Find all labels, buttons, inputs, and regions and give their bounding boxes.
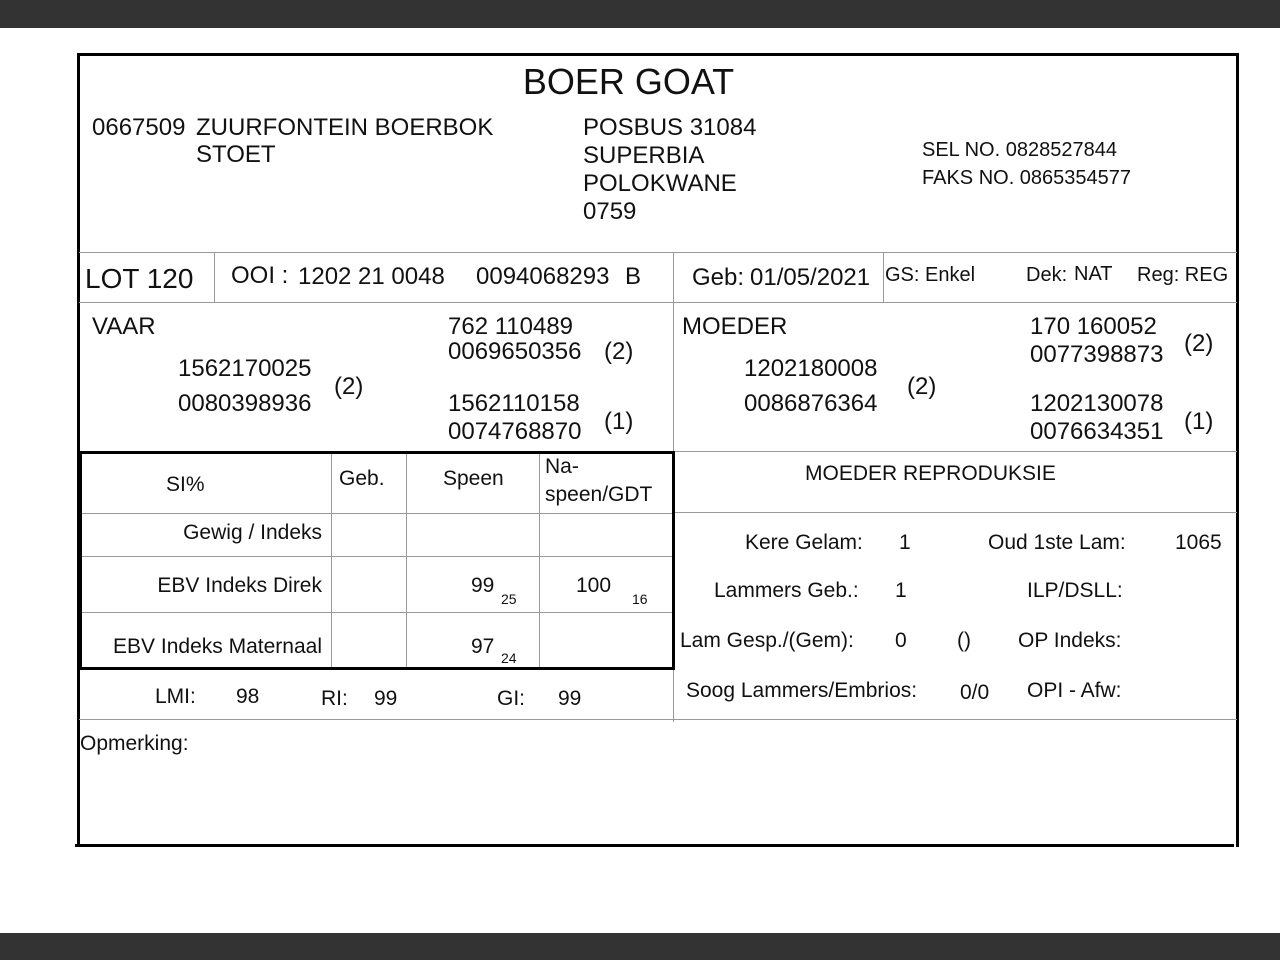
divider	[675, 512, 1237, 513]
row-ebv-direct-label: EBV Indeks Direk	[157, 574, 322, 597]
sire-label: VAAR	[92, 313, 156, 340]
address-line: POLOKWANE	[583, 170, 737, 197]
dam-sire-id-2: 0077398873	[1030, 341, 1164, 368]
perf-border-top	[79, 451, 675, 454]
divider	[79, 513, 674, 514]
gi-label: GI:	[497, 687, 526, 710]
sire-dam-count: (1)	[604, 408, 634, 435]
birth-label: Geb:	[692, 264, 745, 291]
kere-label: Kere Gelam:	[745, 531, 863, 554]
divider	[883, 252, 884, 302]
gesp-average: ()	[957, 629, 971, 652]
ebv-maternal-speen-accuracy: 24	[501, 650, 517, 666]
dam-id-2: 0086876364	[744, 390, 878, 417]
soog-label: Soog Lammers/Embrios:	[686, 679, 918, 702]
dam-label: MOEDER	[682, 313, 788, 340]
page-title: BOER GOAT	[522, 61, 735, 102]
sire-sire-count: (2)	[604, 338, 634, 365]
divider	[331, 453, 332, 669]
card-border-bottom	[75, 844, 1234, 847]
col-na-header: Na-	[545, 455, 579, 478]
ooi-label: OOI :	[231, 262, 289, 289]
row-weight-label: Gewig / Indeks	[183, 521, 322, 544]
soog-value: 0/0	[960, 681, 990, 704]
lmi-label: LMI:	[155, 685, 196, 708]
address-line: 0759	[583, 198, 637, 225]
sire-id: 1562170025	[178, 355, 312, 382]
dam-count: (2)	[907, 373, 937, 400]
row-ebv-maternal-label: EBV Indeks Maternaal	[113, 635, 322, 658]
sire-sire-id-2: 0069650356	[448, 338, 582, 365]
sire-count: (2)	[334, 373, 364, 400]
sire-dam-id-2: 0074768870	[448, 418, 582, 445]
kere-value: 1	[899, 531, 911, 554]
lammers-value: 1	[895, 579, 907, 602]
fax-number: FAKS NO. 0865354577	[922, 167, 1132, 189]
oud-value: 1065	[1175, 531, 1222, 554]
ilp-label: ILP/DSLL:	[1027, 579, 1123, 602]
lmi-value: 98	[236, 685, 260, 708]
dam-dam-count: (1)	[1184, 408, 1214, 435]
dek-value: NAT	[1074, 263, 1113, 285]
sire-sire-id: 762 110489	[448, 313, 574, 340]
sire-dam-id: 1562110158	[448, 390, 580, 417]
breeder-name: ZUURFONTEIN BOERBOK	[196, 114, 494, 141]
remarks-label: Opmerking:	[80, 732, 189, 755]
perf-border-bottom	[79, 667, 675, 670]
breeder-name-line2: STOET	[196, 141, 276, 168]
address-line: POSBUS 31084	[583, 114, 757, 141]
col-geb-header: Geb.	[339, 467, 385, 490]
reg-value: Reg: REG	[1137, 264, 1229, 286]
divider	[406, 453, 407, 669]
opi-label: OPI - Afw:	[1027, 679, 1122, 702]
col-speen-header: Speen	[443, 467, 504, 490]
gesp-label: Lam Gesp./(Gem):	[680, 629, 854, 652]
ebv-direct-speen: 99	[471, 574, 495, 597]
bottom-bar	[0, 933, 1280, 960]
perf-border-right	[672, 451, 675, 670]
card-border-left	[77, 53, 80, 847]
cell-number: SEL NO. 0828527844	[922, 139, 1117, 161]
animal-id-suffix: B	[625, 263, 642, 290]
op-label: OP Indeks:	[1018, 629, 1122, 652]
sire-id-2: 0080398936	[178, 390, 312, 417]
divider	[675, 451, 1237, 452]
dam-dam-id: 1202130078	[1030, 390, 1164, 417]
divider	[79, 252, 1237, 253]
divider	[79, 719, 1237, 720]
birth-date: 01/05/2021	[750, 264, 871, 291]
oud-label: Oud 1ste Lam:	[988, 531, 1126, 554]
dam-sire-id: 170 160052	[1030, 313, 1157, 340]
lammers-label: Lammers Geb.:	[714, 579, 859, 602]
reproduction-heading: MOEDER REPRODUKSIE	[805, 462, 1056, 485]
dam-id: 1202180008	[744, 355, 878, 382]
top-bar	[0, 0, 1280, 28]
ebv-direct-na-accuracy: 16	[632, 591, 648, 607]
card-border-right	[1236, 53, 1239, 847]
animal-id: 0094068293	[476, 263, 610, 290]
divider	[79, 612, 674, 613]
divider	[539, 453, 540, 669]
gs-value: GS: Enkel	[885, 264, 976, 286]
divider	[79, 556, 674, 557]
dam-sire-count: (2)	[1184, 330, 1214, 357]
breeder-number: 0667509	[92, 114, 186, 141]
ebv-direct-speen-accuracy: 25	[501, 591, 517, 607]
gesp-value: 0	[895, 629, 907, 652]
dam-dam-id-2: 0076634351	[1030, 418, 1164, 445]
lot-number: LOT 120	[85, 263, 194, 294]
ooi-code: 1202 21 0048	[298, 263, 445, 290]
dek-label: Dek:	[1026, 264, 1068, 286]
ebv-direct-na: 100	[576, 574, 612, 597]
card-border-top	[77, 53, 1239, 56]
col-na-header-2: speen/GDT	[545, 483, 653, 506]
address-line: SUPERBIA	[583, 142, 705, 169]
gi-value: 99	[558, 687, 582, 710]
divider	[79, 302, 1237, 303]
si-header: SI%	[166, 473, 205, 496]
divider	[214, 252, 215, 302]
ri-label: RI:	[321, 687, 348, 710]
ri-value: 99	[374, 687, 398, 710]
ebv-maternal-speen: 97	[471, 635, 495, 658]
